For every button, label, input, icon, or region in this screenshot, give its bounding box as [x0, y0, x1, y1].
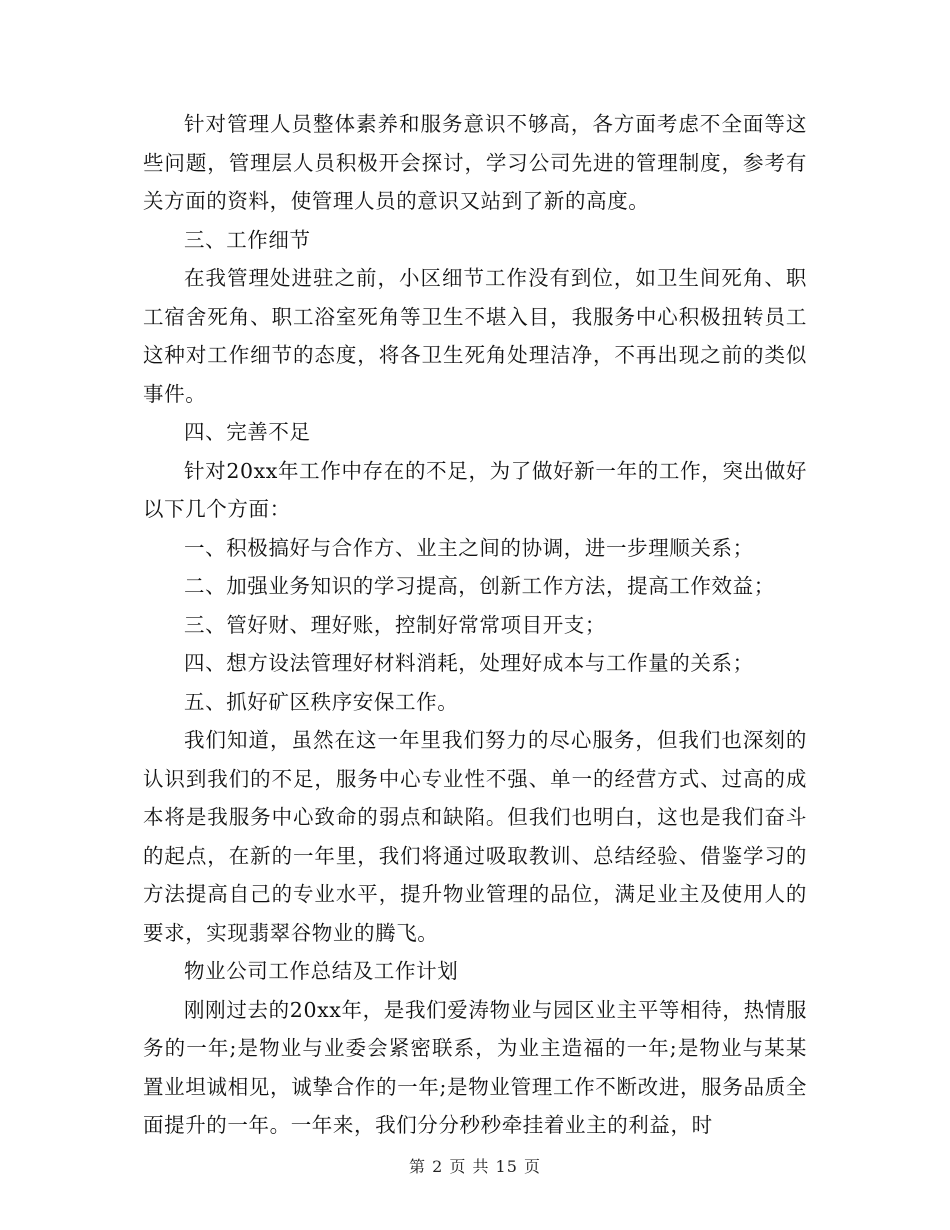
list-item-4: 四、想方设法管理好材料消耗，处理好成本与工作量的关系； — [184, 651, 754, 675]
paragraph-improve-intro: 针对20xx年工作中存在的不足，为了做好新一年的工作，突出做好以下几个方面： — [143, 458, 807, 521]
page-number-footer: 第 2 页 共 15 页 — [409, 1157, 541, 1176]
list-item-1: 一、积极搞好与合作方、业主之间的协调，进一步理顺关系； — [184, 535, 754, 560]
list-item-5: 五、抓好矿区秩序安保工作。 — [184, 689, 459, 714]
section-heading-work-details: 三、工作细节 — [184, 227, 311, 252]
paragraph-management-awareness: 针对管理人员整体素养和服务意识不够高，各方面考虑不全面等这些问题，管理层人员积极开会探讨，学习公司先进的管理制度，参考有关方面的资料，使管理人员的意识又站到了新的高度。 — [143, 112, 807, 213]
document-body — [143, 105, 807, 1145]
list-item-2: 二、加强业务知识的学习提高，创新工作方法，提高工作效益； — [184, 574, 775, 598]
section-heading-improve-shortcomings: 四、完善不足 — [184, 420, 311, 444]
list-item-3: 三、管好财、理好账，控制好常常项目开支； — [184, 612, 606, 637]
section-heading-summary-plan: 物业公司工作总结及工作计划 — [184, 959, 459, 983]
paragraph-reflection: 我们知道，虽然在这一年里我们努力的尽心服务，但我们也深刻的认识到我们的不足，服务中心专业性不强、单一的经营方式、过高的成本将是我服务中心致命的弱点和缺陷。但我们也明白，这也是我们奋斗的起点，在新的一年里，我们将通过吸取教训、总结经验、借鉴学习的方法提高自己的专业水平，提升物业管理的品位，满足业主及使用人的要求，实现翡翠谷物业的腾飞。 — [143, 728, 807, 945]
paragraph-work-details: 在我管理处进驻之前，小区细节工作没有到位，如卫生间死角、职工宿舍死角、职工浴室死角等卫生不堪入目，我服务中心积极扭转员工这种对工作细节的态度，将各卫生死角处理洁净，不再出现之前的类似事件。 — [143, 266, 807, 406]
paragraph-year-review: 刚刚过去的20xx年，是我们爱涛物业与园区业主平等相待，热情服务的一年;是物业与业委会紧密联系，为业主造福的一年;是物业与某某置业坦诚相见，诚挚合作的一年;是物业管理工作不断改进，服务品质全面提升的一年。一年来，我们分分秒秒牵挂着业主的利益，时 — [143, 997, 807, 1137]
